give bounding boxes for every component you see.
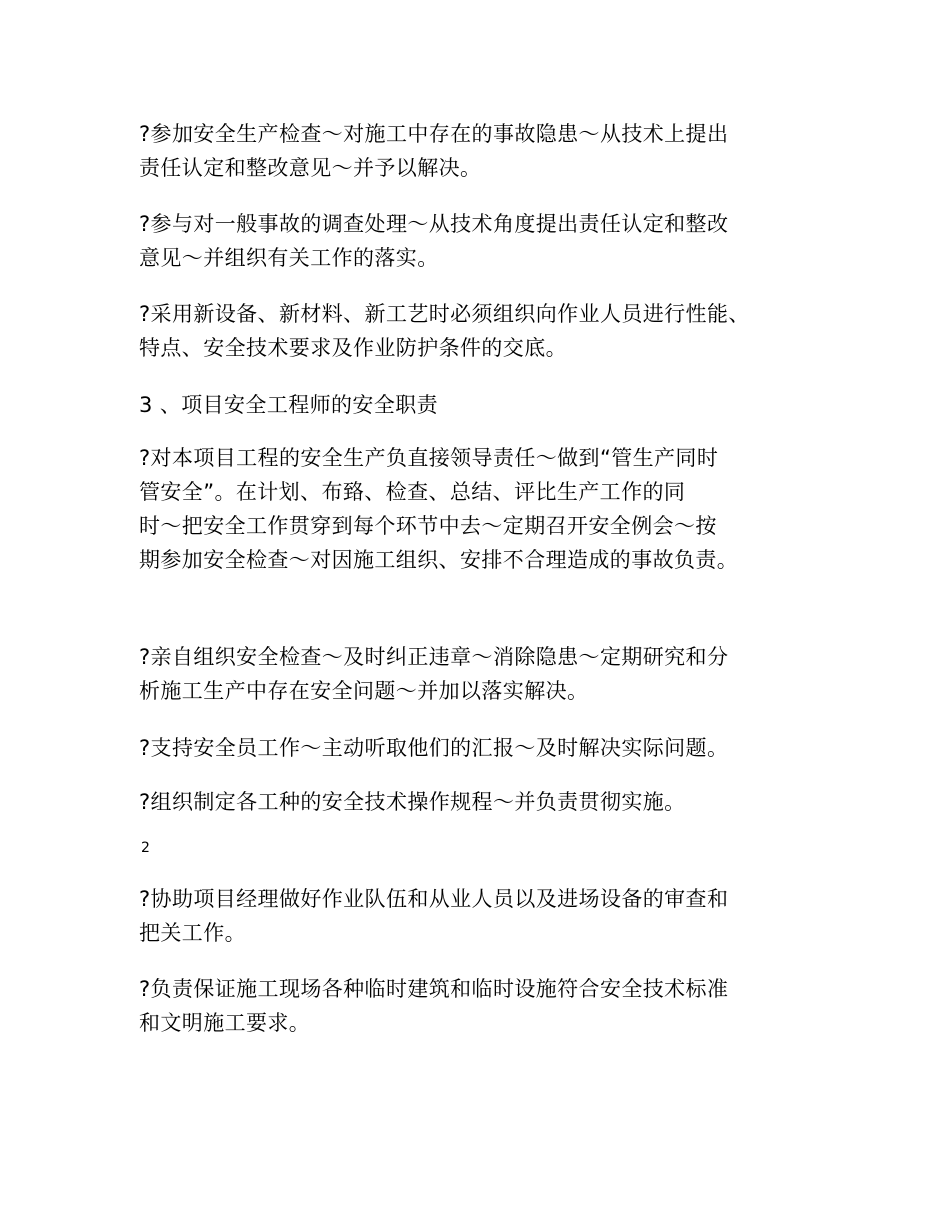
paragraph-3 <box>139 297 829 365</box>
paragraph-5 <box>139 640 829 708</box>
paragraph-1 <box>139 117 829 185</box>
paragraph-line: ?采用新设备、新材料、新工艺时必须组织向作业人员进行性能、 <box>139 302 750 326</box>
paragraph-line: 责任认定和整改意见～并予以解决。 <box>139 156 482 180</box>
paragraph-line: 特点、安全技术要求及作业防护条件的交底。 <box>139 336 567 360</box>
paragraph-line: 管安全”。在计划、布臵、检查、总结、评比生产工作的同 <box>139 480 686 504</box>
section-heading <box>139 388 829 422</box>
paragraph-line: ?对本项目工程的安全生产负直接领导责任～做到“管生产同时 <box>139 446 719 470</box>
paragraph-line: ?协助项目经理做好作业队伍和从业人员以及进场设备的审查和 <box>139 887 729 911</box>
paragraph-line: ?支持安全员工作～主动听取他们的汇报～及时解决实际问题。 <box>139 736 729 760</box>
heading-text: 3 、项目安全工程师的安全职责 <box>139 393 439 417</box>
paragraph-line: ?参与对一般事故的调查处理～从技术角度提出责任认定和整改 <box>139 212 729 236</box>
paragraph-line: 析施工生产中存在安全问题～并加以落实解决。 <box>139 679 589 703</box>
paragraph-2 <box>139 207 829 275</box>
paragraph-line: ?参加安全生产检查～对施工中存在的事故隐患～从技术上提出 <box>139 122 729 146</box>
paragraph-8 <box>139 882 829 950</box>
page-number: 2 <box>141 840 150 856</box>
paragraph-line: 和文明施工要求。 <box>139 1011 311 1035</box>
paragraph-6 <box>139 731 829 765</box>
paragraph-line: 期参加安全检查～对因施工组织、安排不合理造成的事故负责。 <box>139 548 739 572</box>
paragraph-line: 把关工作。 <box>139 921 246 945</box>
paragraph-9 <box>139 972 829 1040</box>
paragraph-line: ?组织制定各工种的安全技术操作规程～并负责贯彻实施。 <box>139 790 686 814</box>
paragraph-7 <box>139 785 829 819</box>
paragraph-line: 时～把安全工作贯穿到每个环节中去～定期召开安全例会～按 <box>139 514 717 538</box>
paragraph-4 <box>139 441 829 577</box>
paragraph-line: ?负责保证施工现场各种临时建筑和临时设施符合安全技术标准 <box>139 977 729 1001</box>
paragraph-line: 意见～并组织有关工作的落实。 <box>139 246 439 270</box>
paragraph-line: ?亲自组织安全检查～及时纠正违章～消除隐患～定期研究和分 <box>139 645 729 669</box>
